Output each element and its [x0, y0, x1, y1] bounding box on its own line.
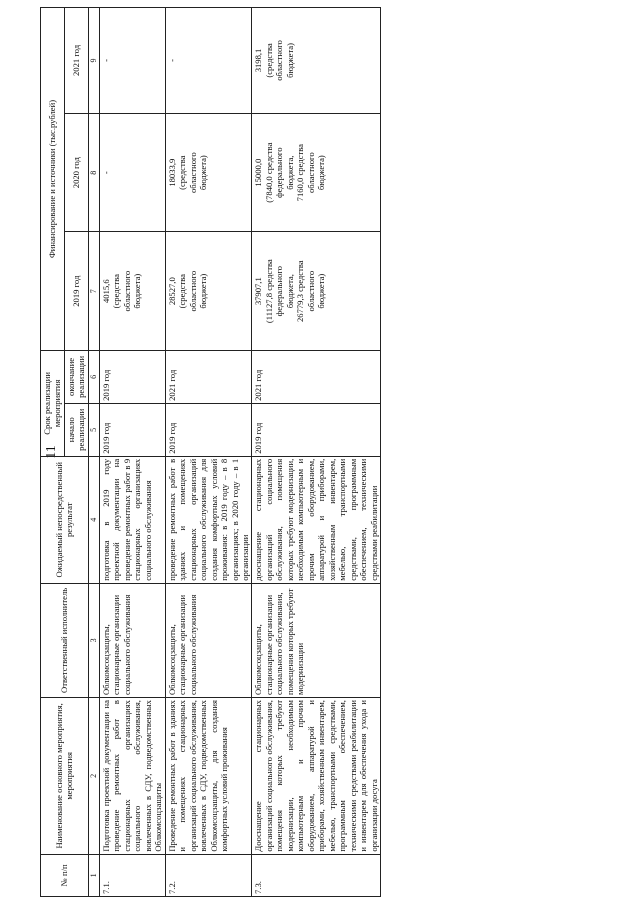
financing-2019 [252, 232, 381, 351]
responsible-executor: Облкомсоцзащиты, стационарные организации социального обслуживания [165, 583, 252, 697]
header-finance: Финансирование и источники (тыс.рублей) [41, 8, 65, 351]
measure-name: Дооснащение стационарных организаций социального обслуживания, помещения которых требуют модернизации, необходимым компьютерным и прочим оборудованием, аппаратурой и приборами, хозяйственным инвентарем, мебелью, транспортными средствами, программным обеспечением, техническими средствами реабилитации и инвентарем для обеспечения ухода и организации досуга [252, 698, 381, 855]
financing-line: бюджета, [284, 155, 295, 190]
term-end: 2021 год [165, 350, 252, 403]
header-term: Срок реализации мероприятия [41, 350, 65, 456]
financing-line: областного [274, 40, 285, 81]
column-number: 7 [88, 232, 99, 351]
row-number: 7.2. [165, 854, 252, 896]
column-number: 5 [88, 403, 99, 456]
measure-name: Проведение ремонтных работ в зданиях и помещениях стационарных организаций социального обслуживания, вовлеченных в СДУ, подведомственных Облкомсоцзащиты, для создания комфортных условий проживания [165, 698, 252, 855]
column-number: 8 [88, 113, 99, 232]
column-number: 1 [88, 854, 99, 896]
responsible-executor: Облкомсоцзащиты, стационарные организации социального обслуживания [99, 583, 165, 697]
header-name: Наименование основного мероприятия, мероприятия [41, 698, 89, 855]
financing-line: (средства [111, 274, 122, 309]
financing-2020 [165, 113, 252, 232]
financing-line: (средства [177, 155, 188, 190]
financing-line: 3198,1 [253, 48, 264, 73]
financing-line: федерального [274, 147, 285, 198]
financing-line: 37907,1 [253, 277, 264, 306]
term-start: 2019 год [99, 403, 165, 456]
financing-2021 [99, 8, 165, 114]
financing-line: бюджета) [316, 273, 327, 309]
expected-result: проведение ремонтных работ в зданиях и помещениях стационарных организаций социального обслуживания для создания комфортных условий проживания: в 2019 году – в 8 организациях; в 2020 году – в 1 организации [165, 456, 252, 583]
header-year-2020: 2020 год [64, 113, 88, 232]
header-year-2019: 2019 год [64, 232, 88, 351]
rotated-page-content [40, 7, 600, 897]
financing-line: 15000,0 [253, 158, 264, 187]
column-number: 3 [88, 583, 99, 697]
financing-line: 4015,6 [100, 279, 111, 304]
column-number: 2 [88, 698, 99, 855]
financing-line: - [166, 59, 177, 62]
term-start: 2019 год [252, 403, 381, 456]
financing-line: - [100, 171, 111, 175]
financing-line: (7840,0 средства [263, 142, 274, 203]
financing-2019 [165, 232, 252, 351]
financing-2021 [165, 8, 252, 114]
header-term-start: начало реализации [64, 403, 88, 456]
financing-line: (11127,8 средства [263, 259, 274, 324]
financing-2019 [99, 232, 165, 351]
measure-name: Подготовка проектной документации на проведение ремонтных работ в стационарных организациях социального обслуживания, вовлеченных в СДУ, подведомственных Облкомсоцзащиты [99, 698, 165, 855]
financing-line: (средства [177, 274, 188, 309]
column-number: 6 [88, 350, 99, 403]
header-num: № п/п [41, 854, 89, 896]
responsible-executor: Облкомсоцзащиты, стационарные организации социального обслуживания, помещения которых требуют модернизации [252, 583, 381, 697]
financing-line: областного [121, 270, 132, 312]
financing-line: 18033,9 [166, 158, 177, 187]
financing-line: бюджета) [132, 273, 143, 309]
financing-line: (средства [263, 43, 274, 78]
financing-line: - [100, 59, 111, 62]
financing-line: 26779,3 средства [295, 260, 306, 322]
row-number: 7.3. [252, 854, 381, 896]
table-row [165, 8, 252, 897]
header-executor: Ответственный исполнитель [41, 583, 89, 697]
column-number: 9 [88, 8, 99, 114]
financing-2020 [252, 113, 381, 232]
financing-line: областного [305, 152, 316, 193]
column-number: 4 [88, 456, 99, 583]
header-year-2021: 2021 год [64, 8, 88, 114]
financing-line: бюджета) [198, 273, 209, 309]
financing-line: федерального [274, 266, 285, 317]
financing-line: 7160,0 средства [295, 144, 306, 202]
page-number: 11 [44, 445, 59, 459]
header-term-end: окончание реализации [64, 350, 88, 403]
financing-2020 [99, 113, 165, 232]
expected-result: подготовка в 2019 году проектной документации на проведение ремонтных работ в 9 стационарных организациях социального обслуживания [99, 456, 165, 583]
row-number: 7.1. [99, 854, 165, 896]
term-end: 2021 год [252, 350, 381, 403]
measures-table [40, 7, 381, 897]
financing-line: 28527,0 [166, 277, 177, 306]
financing-line: бюджета) [316, 155, 327, 191]
header-result: Ожидаемый непосредственный результат [41, 456, 89, 583]
expected-result: дооснащение стационарных организаций социального обслуживания, помещения которых требуют модернизации, необходимым компьютерным и прочим оборудованием, аппаратурой и приборами, хозяйственным инвентарем, мебелью, транспортными средствами, программным обеспечением, техническими средствами реабилитации [252, 456, 381, 583]
financing-line: бюджета, [284, 274, 295, 309]
term-end: 2019 год [99, 350, 165, 403]
term-start: 2019 год [165, 403, 252, 456]
financing-line: областного [305, 270, 316, 312]
financing-2021 [252, 8, 381, 114]
financing-line: бюджета) [284, 43, 295, 78]
financing-line: областного [187, 152, 198, 193]
financing-line: бюджета) [198, 155, 209, 191]
table-row [252, 8, 381, 897]
table-row [99, 8, 165, 897]
financing-line: областного [187, 270, 198, 312]
